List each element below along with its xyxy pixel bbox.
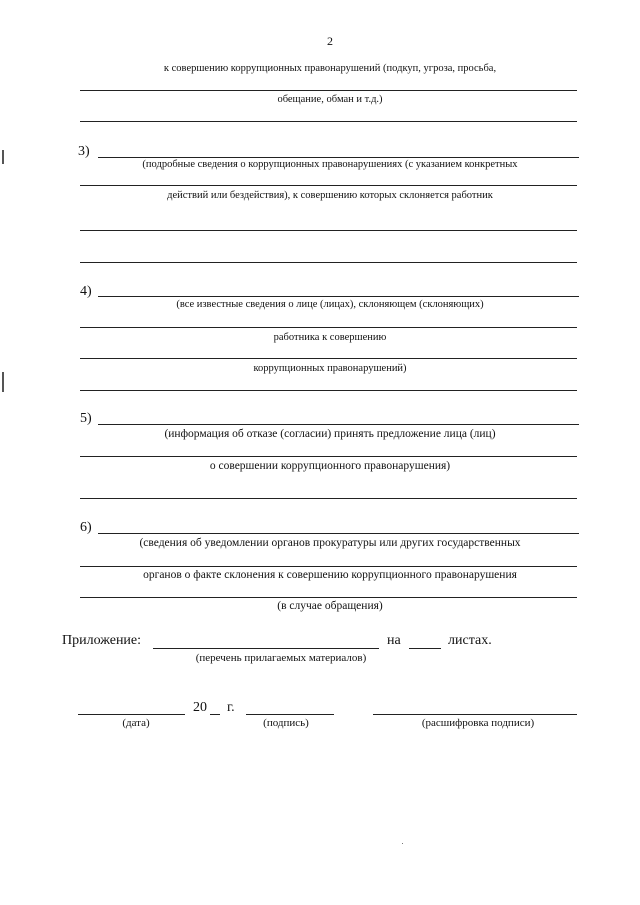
fill-line [98,424,579,425]
date-line [78,714,185,715]
item5-caption-line2: о совершении коррупционного правонарушения) [209,460,451,472]
scan-speck [402,843,403,844]
item3-caption-line2: действий или бездействия), к совершению которых склоняется работник [167,190,493,201]
scan-edge-mark [2,150,4,164]
year-prefix: 20 [193,700,207,715]
fill-line [80,390,577,391]
fill-line [80,358,577,359]
item2-caption-line1: к совершению коррупционных правонарушений (подкуп, угроза, просьба, [163,63,497,74]
fill-line [80,121,577,122]
fill-line [80,90,577,91]
item6-number: 6) [80,520,92,535]
fill-line [80,456,577,457]
sheets-count-line [409,648,441,649]
item4-number: 4) [80,284,92,299]
fill-line [80,597,577,598]
item4-caption-line1: (все известные сведения о лице (лицах), склоняющем (склоняющих) [176,299,484,310]
item4-caption-line3: коррупционных правонарушений) [253,363,407,374]
fill-line [98,533,579,534]
item5-caption-line1: (информация об отказе (согласии) принять предложение лица (лиц) [164,428,496,440]
date-caption: (дата) [122,717,150,729]
year-fill-line [210,714,220,715]
fill-line [80,566,577,567]
signature-line [246,714,334,715]
attachment-sheets: листах. [448,633,492,648]
item3-caption-line1: (подробные сведения о коррупционных правонарушениях (с указанием конкретных [142,159,518,170]
fill-line [80,185,577,186]
item4-caption-line2: работника к совершению [273,332,387,343]
fill-line [80,230,577,231]
fill-line [98,157,579,158]
fill-line [80,327,577,328]
item5-number: 5) [80,411,92,426]
attachment-label: Приложение: [62,633,142,648]
attachment-caption: (перечень прилагаемых материалов) [195,652,367,664]
item3-number: 3) [78,144,90,159]
item6-caption-line2: органов о факте склонения к совершению коррупционного правонарушения [143,569,517,581]
page-number: 2 [327,34,333,48]
fill-line [80,262,577,263]
attachment-fill-line [153,648,379,649]
decoding-caption: (расшифровка подписи) [421,717,535,729]
signature-caption: (подпись) [263,717,309,729]
fill-line [98,296,579,297]
scan-edge-mark [2,372,4,392]
item6-caption-line3: (в случае обращения) [277,600,383,612]
item2-caption-line2: обещание, обман и т.д.) [277,94,383,105]
decoding-line [373,714,577,715]
fill-line [80,498,577,499]
year-suffix: г. [227,700,235,715]
attachment-na: на [387,633,401,648]
item6-caption-line1: (сведения об уведомлении органов прокуратуры или других государственных [139,537,521,549]
